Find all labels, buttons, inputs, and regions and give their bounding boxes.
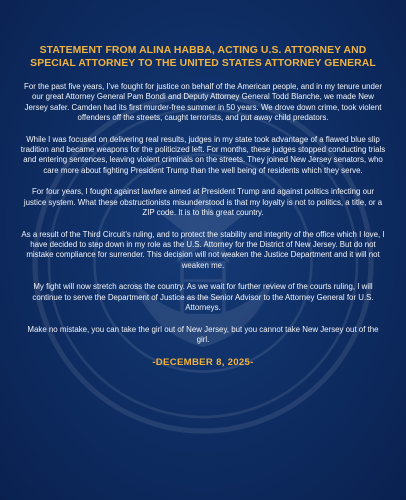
statement-paragraph-5: My fight will now stretch across the country. As we wait for further review of the courts ruling, I will continue to serve the Department of Justice as the Senior Advisor to the Attorney General for U.S. Attorneys. xyxy=(32,282,374,313)
statement-title: STATEMENT FROM ALINA HABBA, ACTING U.S. ATTORNEY AND SPECIAL ATTORNEY TO THE UNITED STATES ATTORNEY GENERAL xyxy=(30,45,376,69)
statement-date: -DECEMBER 8, 2025- xyxy=(152,356,254,368)
statement-paragraph-1: For the past five years, I’ve fought for justice on behalf of the American people, and in my tenure under our great Attorney General Pam Bondi and Deputy Attorney General Todd Blanche, we made New Jersey safer. Camden had its first murder-free summer in 50 years. We drove down crime, took violent offenders off the streets, caught terrorists, and put away child predators. xyxy=(24,82,382,122)
statement-paragraph-6: Make no mistake, you can take the girl out of New Jersey, but you cannot take New Jersey out of the girl. xyxy=(27,324,379,345)
statement-paragraph-2: While I was focused on delivering real results, judges in my state took advantage of a flawed blue slip tradition and became weapons for the politicized left. For months, these judges stopped conducting trials and entering sentences, leaving violent criminals on the streets. They joined New Jersey senators, who care more about fighting President Trump than the well being of residents which they serve. xyxy=(20,134,386,175)
statement-paragraph-4: As a result of the Third Circuit’s ruling, and to protect the stability and integrity of the office which I love, I have decided to step down in my role as the U.S. Attorney for the District of New Jersey. But do not mistake compliance for surrender. This decision will not weaken the Justice Department and it will not weaken me. xyxy=(21,229,385,270)
statement-paragraph-3: For four years, I fought against lawfare aimed at President Trump and against politics infecting our justice system. What these obstructionists misunderstood is that my loyalty is not to politics, a title, or a ZIP code. It is to this great country. xyxy=(23,187,383,217)
